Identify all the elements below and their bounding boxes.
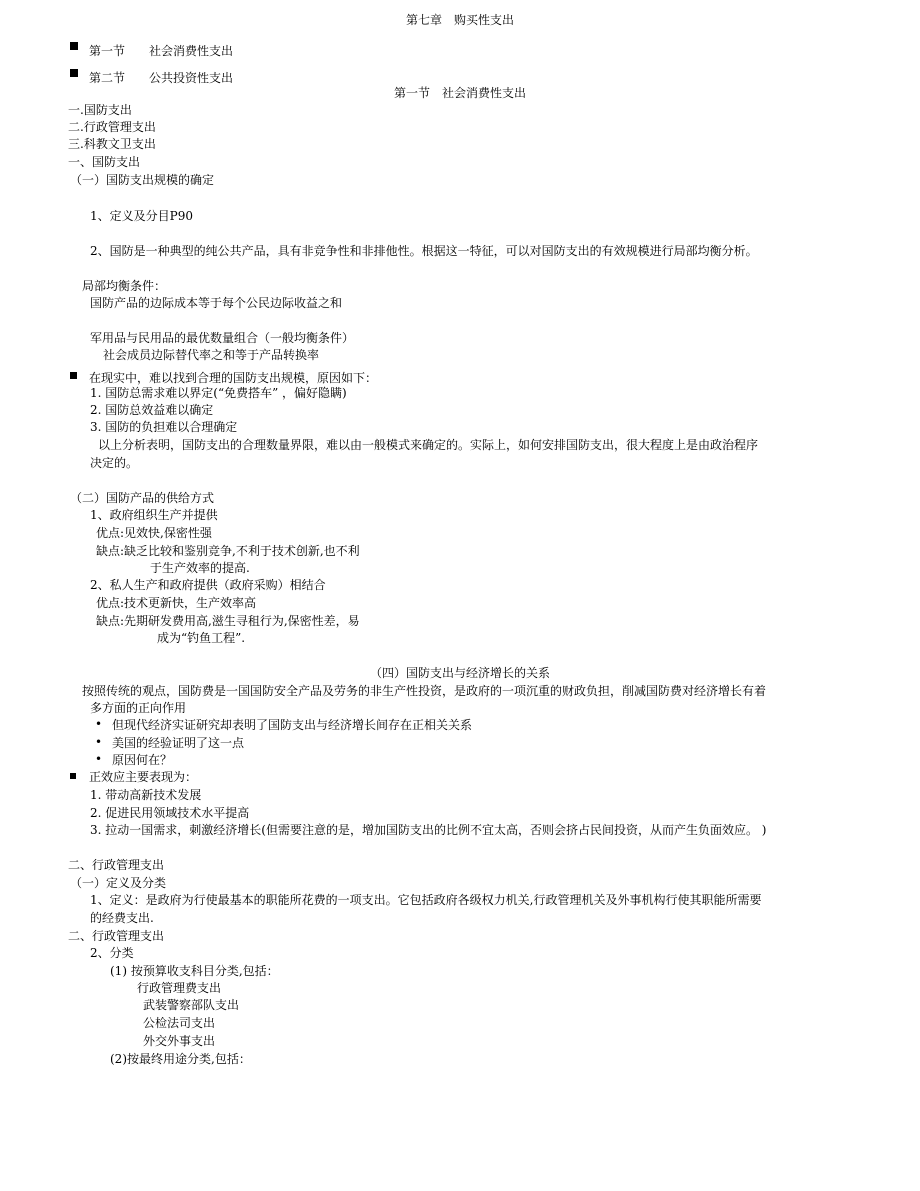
supply-m1-title: 1、政府组织生产并提供 (90, 508, 218, 522)
effect-item-3: 3. 拉动一国需求，刺激经济增长(但需要注意的是，增加国防支出的比例不宜太高，否则会挤占民间投资，从而产生负面效应。 ) (90, 823, 767, 837)
admin-class1-item-1: 行政管理费支出 (137, 981, 222, 995)
growth-bullet-3: 原因何在？ (112, 753, 173, 767)
supply-heading: （二）国防产品的供给方式 (70, 491, 215, 505)
admin-class1-item-2: 武装警察部队支出 (143, 998, 240, 1012)
effect-item-1: 1. 带动高新技术发展 (90, 788, 202, 802)
reality-item-3: 3. 国防的负担难以合理确定 (90, 420, 238, 434)
admin-heading: 二、行政管理支出 (68, 858, 165, 872)
toc-item-1: 第一节 社会消费性支出 (89, 44, 234, 58)
bullet-dot-icon: • (95, 717, 103, 731)
effect-intro: 正效应主要表现为： (89, 770, 198, 784)
growth-trad-1: 按照传统的观点，国防费是一国国防安全产品及劳务的非生产性投资，是政府的一项沉重的财政负担，削减国防费对经济增长有着 (82, 684, 767, 698)
outline-item-2: 二.行政管理支出 (68, 120, 156, 134)
admin-def-1: 1、定义：是政府为行使最基本的职能所花费的一项支出。它包括政府各级权力机关,行政管理机关及外事机构行使其职能所需要 (90, 893, 762, 907)
section-title: 第一节 社会消费性支出 (393, 86, 526, 100)
partial-eq-line: 国防产品的边际成本等于每个公民边际收益之和 (90, 296, 343, 310)
reality-intro: 在现实中，难以找到合理的国防支出规模，原因如下： (89, 371, 378, 385)
supply-m1-pro: 优点:见效快,保密性强 (96, 526, 212, 540)
supply-m2-con-2: 成为“钓鱼工程”. (157, 631, 246, 645)
p-public-good: 2、国防是一种典型的纯公共产品，具有非竞争性和非排他性。根据这一特征，可以对国防支出的有效规模进行局部均衡分析。 (90, 244, 758, 258)
supply-m1-con-2: 于生产效率的提高. (150, 561, 250, 575)
growth-trad-2: 多方面的正向作用 (90, 701, 187, 715)
supply-m2-title: 2、私人生产和政府提供（政府采购）相结合 (90, 578, 326, 592)
chapter-title: 第七章 购买性支出 (405, 13, 514, 27)
square-bullet-icon (70, 42, 78, 50)
square-bullet-icon (70, 69, 78, 77)
s1-heading: 一、国防支出 (68, 155, 141, 169)
supply-m2-pro: 优点:技术更新快，生产效率高 (96, 596, 257, 610)
effect-item-2: 2. 促进民用领域技术水平提高 (90, 806, 250, 820)
growth-bullet-2: 美国的经验证明了这一点 (112, 736, 245, 750)
reality-item-1: 1. 国防总需求难以界定(“免费搭车” ，偏好隐瞒) (90, 386, 347, 400)
partial-eq-label: 局部均衡条件： (82, 279, 167, 293)
reality-conclusion-2: 决定的。 (90, 456, 139, 470)
growth-bullet-1: 但现代经济实证研究却表明了国防支出与经济增长间存在正相关关系 (112, 718, 473, 732)
admin-heading-2: 二、行政管理支出 (68, 929, 165, 943)
growth-heading: （四）国防支出与经济增长的关系 (369, 666, 550, 680)
supply-m2-con-1: 缺点:先期研发费用高,滋生寻租行为,保密性差，易 (96, 614, 360, 628)
square-bullet-icon (70, 773, 76, 779)
reality-conclusion-1: 以上分析表明，国防支出的合理数量界限，难以由一般模式来确定的。实际上，如何安排国防支出，很大程度上是由政治程序 (98, 438, 759, 452)
general-eq-label: 军用品与民用品的最优数量组合（一般均衡条件） (90, 331, 355, 345)
admin-def-2: 的经费支出. (90, 911, 154, 925)
admin-class2: (2)按最终用途分类,包括： (110, 1052, 251, 1066)
admin-class-title: 2、分类 (90, 946, 134, 960)
p-definition: 1、定义及分目P90 (90, 209, 193, 223)
toc-item-2: 第二节 公共投资性支出 (89, 71, 234, 85)
reality-item-2: 2. 国防总效益难以确定 (90, 403, 214, 417)
general-eq-line: 社会成员边际替代率之和等于产品转换率 (103, 348, 320, 362)
square-bullet-icon (70, 372, 77, 379)
admin-class1: (1) 按预算收支科目分类,包括： (110, 964, 279, 978)
bullet-dot-icon: • (95, 735, 103, 749)
bullet-dot-icon: • (95, 752, 103, 766)
s1-sub1: （一）国防支出规模的确定 (70, 173, 215, 187)
admin-sub1: （一）定义及分类 (70, 876, 167, 890)
outline-item-3: 三.科教文卫支出 (68, 137, 156, 151)
supply-m1-con-1: 缺点:缺乏比较和鉴别竞争,不利于技术创新,也不利 (96, 544, 360, 558)
admin-class1-item-3: 公检法司支出 (143, 1016, 216, 1030)
outline-item-1: 一.国防支出 (68, 103, 132, 117)
admin-class1-item-4: 外交外事支出 (143, 1034, 216, 1048)
